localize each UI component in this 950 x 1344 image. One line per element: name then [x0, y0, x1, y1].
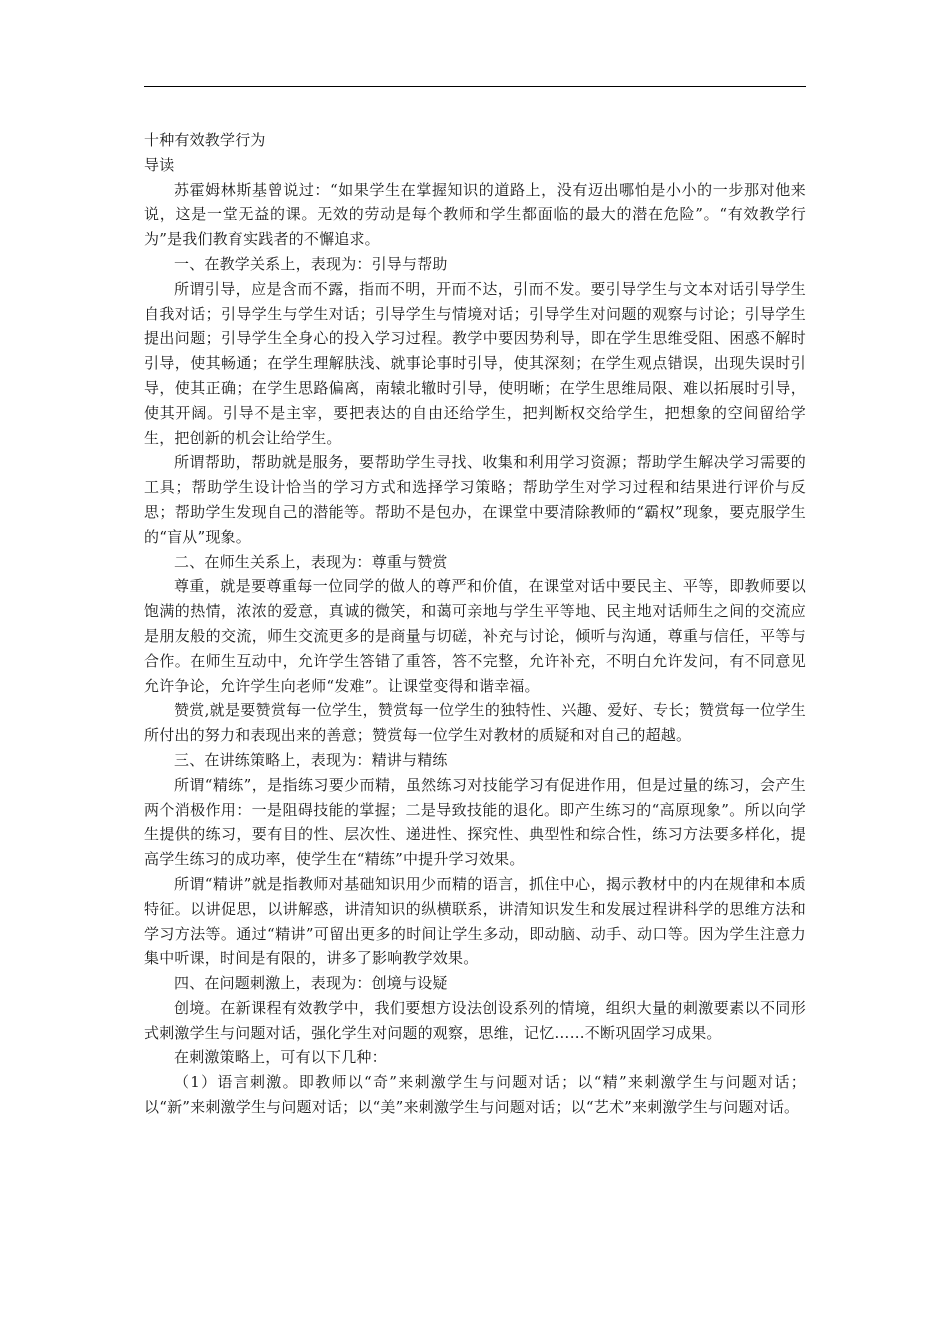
paragraph: 在刺激策略上，可有以下几种：: [174, 1048, 387, 1067]
paragraph: 二、在师生关系上，表现为：尊重与赞赏: [174, 552, 448, 571]
paragraph: 赞赏,就是要赞赏每一位学生，赞赏每一位学生的独特性、兴趣、爱好、专长；赞赏每一位学生所付出的努力和表现出来的善意；赞赏每一位学生对教材的质疑和对自己的超越。: [144, 701, 806, 745]
paragraph: （1）语言刺激。即教师以“奇”来刺激学生与问题对话；以“精”来刺激学生与问题对话；以“新”来刺激学生与问题对话；以“美”来刺激学生与问题对话；以“艺术”来刺激学生与问题对话。: [144, 1073, 806, 1117]
paragraph: 四、在问题刺激上，表现为：创境与设疑: [174, 974, 448, 993]
paragraph: 所谓“精练”，是指练习要少而精，虽然练习对技能学习有促进作用，但是过量的练习，会产生两个消极作用：一是阻碍技能的掌握；二是导致技能的退化。即产生练习的“高原现象”。所以向学生提供的练习，要有目的性、层次性、递进性、探究性、典型性和综合性，练习方法要多样化，提高学生练习的成功率，使学生在“精练”中提升学习效果。: [144, 775, 806, 869]
paragraph: 所谓“精讲”就是指教师对基础知识用少而精的语言，抓住中心，揭示教材中的内在规律和本质特征。以讲促思，以讲解惑，讲清知识的纵横联系，讲清知识发生和发展过程讲科学的思维方法和学习方法等。通过“精讲”可留出更多的时间让学生多动，即动脑、动手、动口等。因为学生注意力集中听课，时间是有限的，讲多了影响教学效果。: [144, 874, 806, 968]
paragraph: 三、在讲练策略上，表现为：精讲与精练: [174, 750, 448, 769]
paragraph: 所谓帮助，帮助就是服务，要帮助学生寻找、收集和利用学习资源；帮助学生解决学习需要的工具；帮助学生设计恰当的学习方式和选择学习策略；帮助学生对学习过程和结果进行评价与反思；帮助学生发现自己的潜能等。帮助不是包办，在课堂中要清除教师的“霸权”现象，要克服学生的“盲从”现象。: [144, 453, 806, 546]
document-body: [144, 128, 806, 1120]
document-subtitle: 导读: [144, 155, 175, 174]
paragraph: 一、在教学关系上，表现为：引导与帮助: [174, 254, 448, 273]
paragraph: 所谓引导，应是含而不露，指而不明，开而不达，引而不发。要引导学生与文本对话引导学生自我对话；引导学生与学生对话；引导学生与情境对话；引导学生对问题的观察与讨论；引导学生提出问题；引导学生全身心的投入学习过程。教学中要因势利导，即在学生思维受阻、困惑不解时引导，使其畅通；在学生理解肤浅、就事论事时引导，使其深刻；在学生观点错误，出现失误时引导，使其正确；在学生思路偏离，南辕北辙时引导，使明晰；在学生思维局限、难以拓展时引导，使其开阔。引导不是主宰，要把表达的自由还给学生，把判断权交给学生，把想象的空间留给学生，把创新的机会让给学生。: [144, 279, 806, 447]
paragraph: 尊重，就是要尊重每一位同学的做人的尊严和价值，在课堂对话中要民主、平等，即教师要以饱满的热情，浓浓的爱意，真诚的微笑，和蔼可亲地与学生平等地、民主地对话师生之间的交流应是朋友般的交流，师生交流更多的是商量与切磋，补充与讨论，倾听与沟通，尊重与信任，平等与合作。在师生互动中，允许学生答错了重答，答不完整，允许补充，不明白允许发问，有不同意见允许争论，允许学生向老师“发难”。让课堂变得和谐幸福。: [144, 577, 806, 695]
paragraph: 创境。在新课程有效教学中，我们要想方设法创设系列的情境，组织大量的刺激要素以不同形式刺激学生与问题对话，强化学生对问题的观察，思维，记忆……不断巩固学习成果。: [144, 998, 806, 1042]
paragraph-list: [144, 178, 806, 1120]
header-rule: [144, 86, 806, 87]
document-title: 十种有效教学行为: [144, 131, 266, 149]
paragraph: 苏霍姆林斯基曾说过：“如果学生在掌握知识的道路上，没有迈出哪怕是小小的一步那对他来说，这是一堂无益的课。无效的劳动是每个教师和学生都面临的最大的潜在危险”。“有效教学行为”是我们教育实践者的不懈追求。: [144, 180, 806, 249]
